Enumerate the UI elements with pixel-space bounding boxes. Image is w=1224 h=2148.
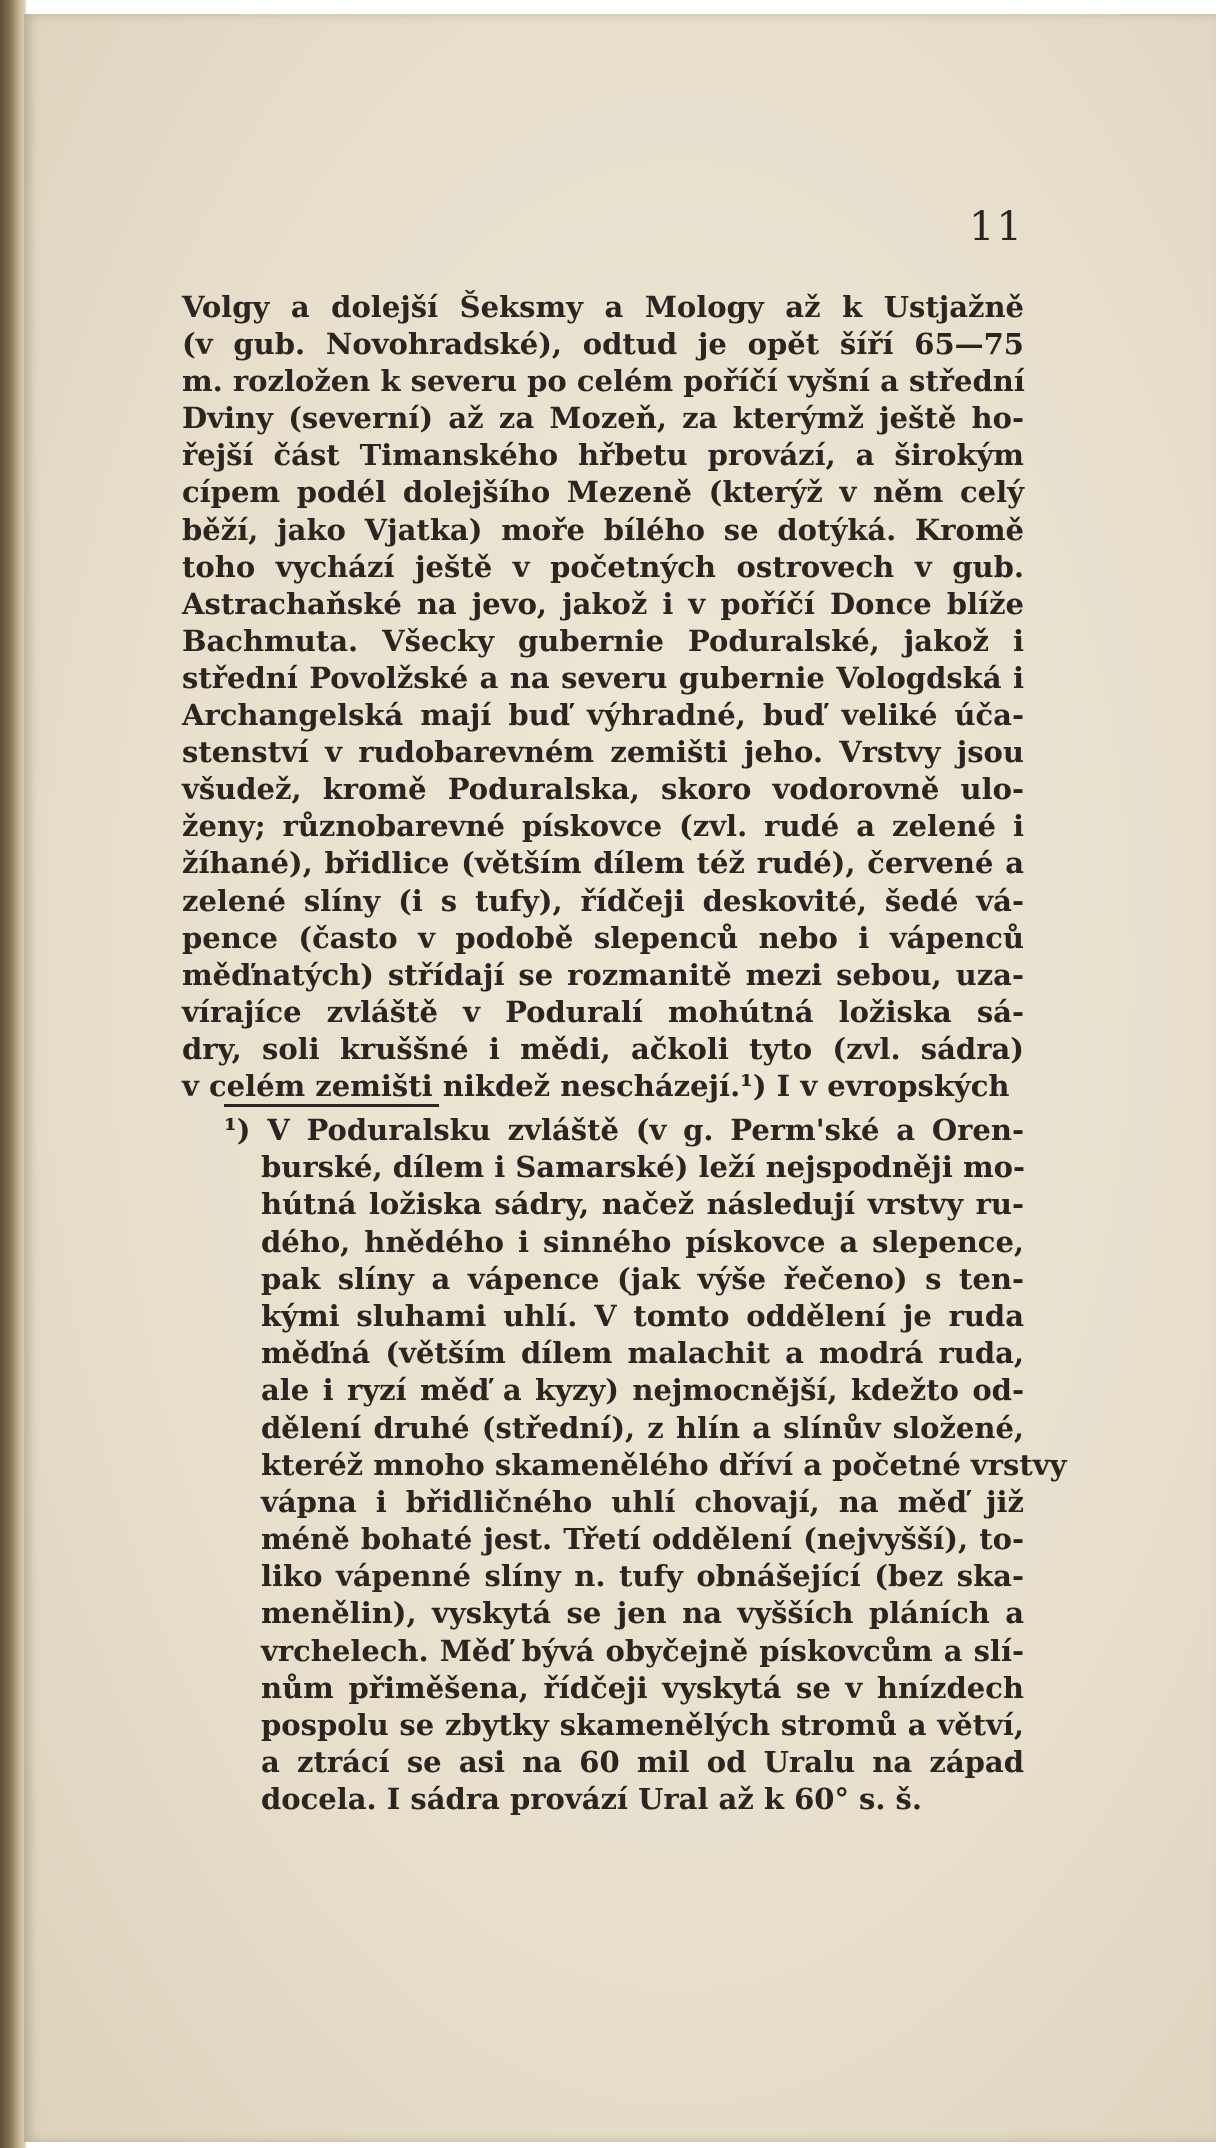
footnote-line: méně bohaté jest. Třetí oddělení (nejvyšší), to- xyxy=(261,1522,1024,1557)
text-line: dry, soli kruššné i mědi, ačkoli tyto (zvl. sádra) xyxy=(182,1031,1024,1066)
footnote-line: a ztrácí se asi na 60 mil od Uralu na západ xyxy=(261,1745,1024,1780)
book-page xyxy=(24,14,1216,2142)
text-line: Volgy a dolejší Šeksmy a Mology až k Ustjažně xyxy=(182,290,1024,324)
text-line: Archangelská mají buď výhradné, buď veliké úča- xyxy=(182,698,1024,733)
text-line: pence (často v podobě slepenců nebo i vápenců xyxy=(182,920,1024,955)
footnote-line: kteréž mnoho skamenělého dříví a početné vrstvy xyxy=(261,1447,1067,1482)
footnote-line: vrchelech. Měď bývá obyčejně pískovcům a slí- xyxy=(261,1633,1024,1668)
text-line: řejší část Timanského hřbetu provází, a širokým xyxy=(182,438,1024,473)
text-line: střední Povolžské a na severu gubernie Vologdská i xyxy=(182,660,1024,695)
footnote-line: nům přiměšena, řídčeji vyskytá se v hnízdech xyxy=(261,1670,1024,1705)
footnote-line: menělin), vyskytá se jen na vyšších pláních a xyxy=(261,1596,1024,1631)
text-line: v celém zemišti nikdež nescházejí.¹) I v evropských xyxy=(182,1068,1010,1103)
footnote-line: ale i ryzí měď a kyzy) nejmocnější, kdežto od- xyxy=(261,1373,1024,1408)
footnote-line: pak slíny a vápence (jak výše řečeno) s ten- xyxy=(261,1261,1024,1296)
text-line: stenství v rudobarevném zemišti jeho. Vrstvy jsou xyxy=(182,735,1024,770)
text-line: toho vychází ještě v početných ostrovech v gub. xyxy=(182,549,1024,584)
footnote-line: docela. I sádra provází Ural až k 60° s. š. xyxy=(261,1782,922,1817)
footnote-line: kými sluhami uhlí. V tomto oddělení je ruda xyxy=(261,1298,1024,1333)
text-line: (v gub. Novohradské), odtud je opět šíří 65—75 xyxy=(182,327,1024,362)
footnote-separator xyxy=(224,1104,439,1107)
text-line: Bachmuta. Všecky gubernie Poduralské, jakož i xyxy=(182,623,1024,658)
footnote-line: pospolu se zbytky skamenělých stromů a větví, xyxy=(261,1708,1024,1742)
text-line: Astrachaňské na jevo, jakož i v poříčí Donce blíže xyxy=(182,586,1024,621)
text-line: Dviny (severní) až za Mozeň, za kterýmž ještě ho- xyxy=(182,401,1024,436)
text-line: běží, jako Vjatka) moře bílého se dotýká. Kromě xyxy=(182,512,1024,547)
scan-binding-shadow xyxy=(0,0,26,2148)
footnote-line: liko vápenné slíny n. tufy obnášející (bez ska- xyxy=(261,1559,1024,1594)
text-line: cípem podél dolejšího Mezeně (kterýž v něm celý xyxy=(182,475,1024,510)
footnote xyxy=(224,1112,1067,1819)
footnote-line: hútná ložiska sádry, načež následují vrstvy ru- xyxy=(261,1187,1024,1222)
footnote-line: ¹) V Poduralsku zvláště (v g. Perm'ské a Oren- xyxy=(224,1113,1024,1147)
text-line: žíhané), břidlice (větším dílem též rudé), červené a xyxy=(182,846,1024,881)
footnote-line: vápna i břidličného uhlí chovají, na měď již xyxy=(261,1484,1024,1519)
text-line: zelené slíny (i s tufy), řídčeji deskovité, šedé vá- xyxy=(182,883,1024,918)
text-line: všudež, kromě Poduralska, skoro vodorovně ulo- xyxy=(182,772,1024,807)
footnote-line: dělení druhé (střední), z hlín a slínův složené, xyxy=(261,1410,1024,1445)
page-number: 11 xyxy=(969,204,1024,250)
text-line: m. rozložen k severu po celém poříčí vyšní a střední xyxy=(182,364,1025,399)
text-line: měďnatých) střídají se rozmanitě mezi sebou, uza- xyxy=(182,957,1024,992)
text-line: ženy; různobarevné pískovce (zvl. rudé a zelené i xyxy=(182,809,1024,844)
footnote-line: měďná (větším dílem malachit a modrá ruda, xyxy=(261,1336,1024,1371)
footnote-line: dého, hnědého i sinného pískovce a slepence, xyxy=(261,1224,1024,1259)
text-line: vírajíce zvláště v Poduralí mohútná ložiska sá- xyxy=(182,994,1024,1029)
main-text xyxy=(182,289,1024,1105)
footnote-line: burské, dílem i Samarské) leží nejspodněji mo- xyxy=(261,1150,1026,1185)
